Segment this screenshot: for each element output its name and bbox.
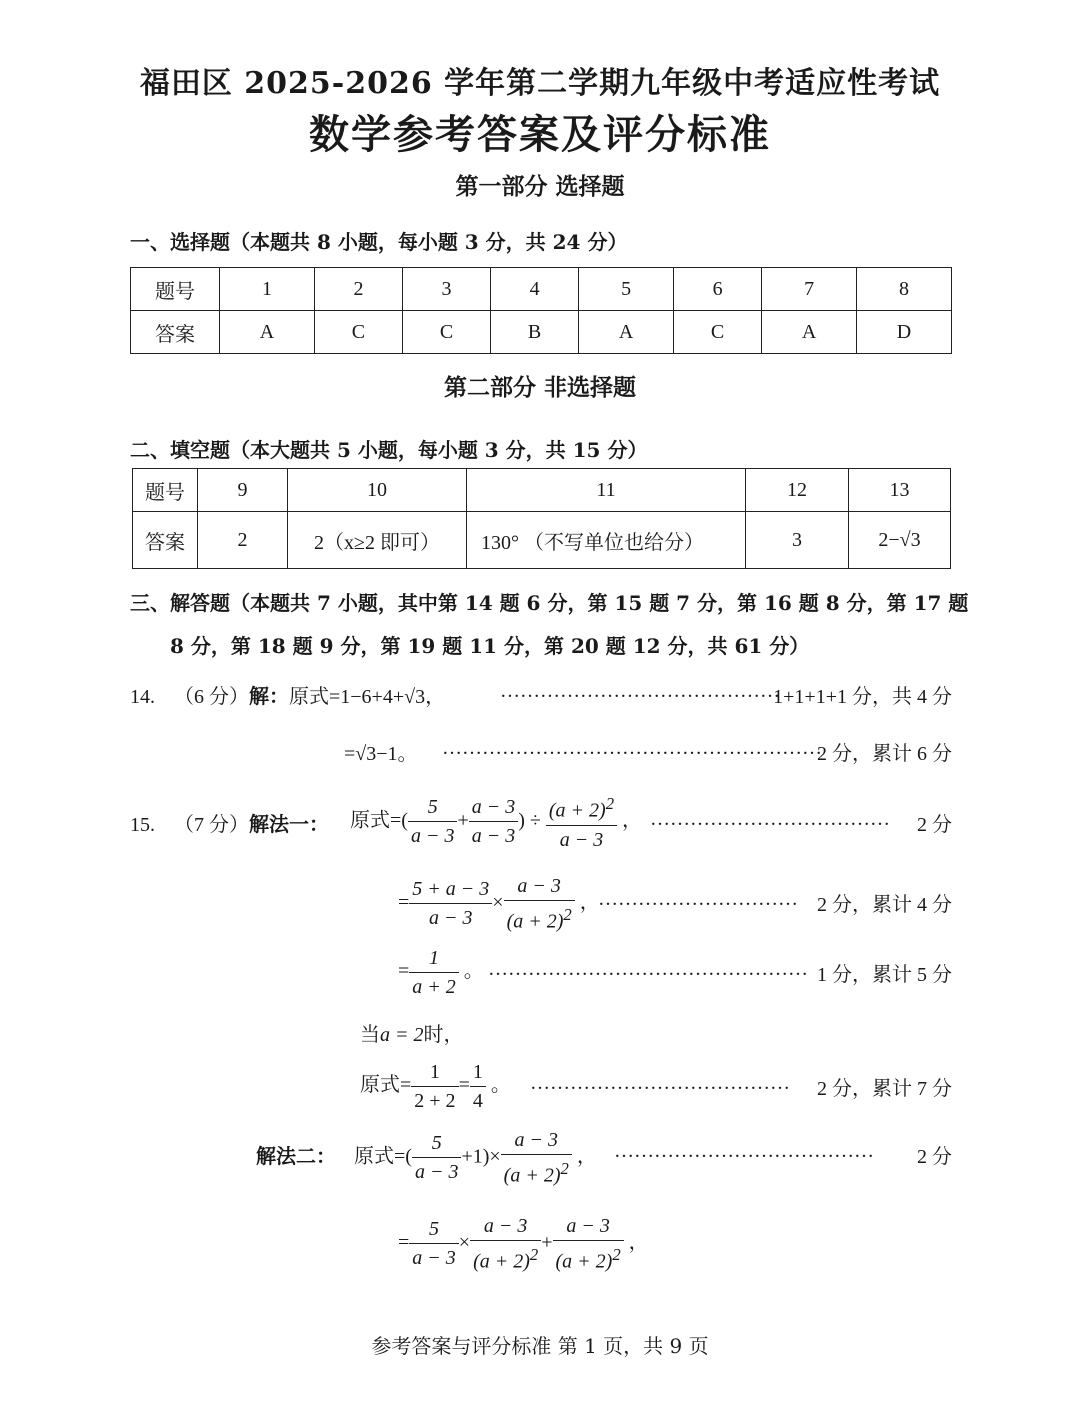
answer-cell: A <box>762 311 857 354</box>
answer-cell: B <box>491 311 579 354</box>
score-note: 2 分 <box>917 814 952 836</box>
lead-text: 原式 <box>350 809 390 832</box>
exam-title: 福田区 2025-2026 学年第二学期九年级中考适应性考试 <box>139 66 941 101</box>
answer-cell: 3 <box>746 512 849 569</box>
leader-dots: ………………………………… <box>614 1140 874 1162</box>
leader-dots: ………………………………………… <box>488 958 808 980</box>
section1-heading: 一、选择题（本题共 8 小题，每小题 3 分，共 24 分） <box>130 230 628 254</box>
answer-cell: C <box>674 311 762 354</box>
answer-cell: C <box>314 311 402 354</box>
question-number: 10 <box>288 469 467 512</box>
question-number: 9 <box>198 469 288 512</box>
question-number: 6 <box>674 268 762 311</box>
table-row <box>133 512 951 569</box>
section2-heading: 二、填空题（本大题共 5 小题，每小题 3 分，共 15 分） <box>130 438 648 462</box>
q15-label <box>130 808 329 837</box>
math-expression: 原式= $\frac{1}{2 + 2}$ = $\frac{1}{4}$ 。 <box>360 1058 511 1115</box>
score-note: 2 分 <box>917 1146 952 1168</box>
answer-cell: 2（x≥2 即可） <box>288 512 467 569</box>
document-subtitle: 数学参考答案及评分标准 <box>309 111 771 158</box>
question-points: （7 分） <box>174 814 249 836</box>
leader-dots: …………………………………… <box>500 680 780 702</box>
question-number: 7 <box>762 268 857 311</box>
question-number: 4 <box>491 268 579 311</box>
answer-cell: A <box>579 311 674 354</box>
solution-label: 解： <box>249 684 289 708</box>
table-row <box>133 469 951 512</box>
table-row <box>131 268 952 311</box>
question-number: 11 <box>467 469 746 512</box>
question-number: 2 <box>314 268 402 311</box>
condition-prefix: 当 <box>360 1024 380 1046</box>
condition-suffix: 时， <box>423 1024 464 1046</box>
question-number: 3 <box>402 268 490 311</box>
math-expression: = $\frac{5}{a - 3}$ × $\frac{a - 3}{(a + 2)^2}$ + $\frac{a - 3}{(a + 2)^2}$ ， <box>398 1212 649 1276</box>
leader-dots: ………………………………………………… <box>442 737 822 759</box>
math-expression: 原式=( $\frac{5}{a - 3}$ +1)× $\frac{a - 3}{(a + 2)^2}$ ， <box>354 1126 597 1190</box>
row-label: 答案 <box>133 512 198 569</box>
question-points: （6 分） <box>174 686 249 708</box>
score-note: 2 分，累计 7 分 <box>817 1078 952 1100</box>
score-note: 2 分，累计 6 分 <box>817 743 952 765</box>
question-number: 1 <box>220 268 315 311</box>
leader-dots: ……………………………… <box>650 808 890 830</box>
choice-answer-table <box>130 267 952 354</box>
math-step: 原式=1−6+4+√3， <box>289 686 446 708</box>
question-number: 15. <box>130 814 155 836</box>
math-expression: = $\frac{1}{a + 2}$ 。 <box>398 944 484 1001</box>
question-number: 14. <box>130 686 155 708</box>
part1-heading: 第一部分 选择题 <box>455 173 625 200</box>
math-step: =√3−1。 <box>344 743 418 765</box>
question-number: 8 <box>857 268 952 311</box>
answer-cell: D <box>857 311 952 354</box>
answer-cell: 2−√3 <box>849 512 951 569</box>
row-label: 题号 <box>133 469 198 512</box>
page-footer: 参考答案与评分标准 第 1 页，共 9 页 <box>371 1334 709 1358</box>
answer-cell: A <box>220 311 315 354</box>
answer-cell: 130° （不写单位也给分） <box>467 512 746 569</box>
score-note: 2 分，累计 4 分 <box>817 894 952 916</box>
question-number: 13 <box>849 469 951 512</box>
lead-text: 原式 <box>360 1074 400 1097</box>
method-label: 解法一： <box>249 812 329 836</box>
row-label: 题号 <box>131 268 220 311</box>
score-note: 1 分，累计 5 分 <box>817 964 952 986</box>
part2-heading: 第二部分 非选择题 <box>443 374 636 401</box>
fill-answer-table <box>132 468 951 569</box>
method-label: 解法二： <box>256 1144 336 1168</box>
table-row <box>131 311 952 354</box>
row-label: 答案 <box>131 311 220 354</box>
answer-cell: 2 <box>198 512 288 569</box>
leader-dots: ………………………… <box>598 888 798 910</box>
q14-line1 <box>130 680 445 709</box>
question-number: 5 <box>579 268 674 311</box>
section3-heading-cont: 8 分，第 18 题 9 分，第 19 题 11 分，第 20 题 12 分，共 61 分） <box>170 634 810 658</box>
leader-dots: ………………………………… <box>530 1072 790 1094</box>
section3-heading: 三、解答题（本题共 7 小题，其中第 14 题 6 分，第 15 题 7 分，第 16 题 8 分，第 17 题 <box>130 591 969 615</box>
condition-line <box>360 1018 464 1047</box>
math-expression: 原式=( $\frac{5}{a - 3}$ + $\frac{a - 3}{a - 3}$ ) ÷ $\frac{(a + 2)^2}{a - 3}$ ， <box>350 790 642 854</box>
condition-value: a = 2 <box>380 1024 424 1046</box>
lead-text: 原式 <box>354 1145 394 1168</box>
question-number: 12 <box>746 469 849 512</box>
math-expression: = $\frac{5 + a - 3}{a - 3}$ × $\frac{a - 3}{(a + 2)^2}$ ， <box>398 872 600 936</box>
score-note: 1+1+1+1 分，共 4 分 <box>773 686 952 708</box>
answer-cell: C <box>402 311 490 354</box>
